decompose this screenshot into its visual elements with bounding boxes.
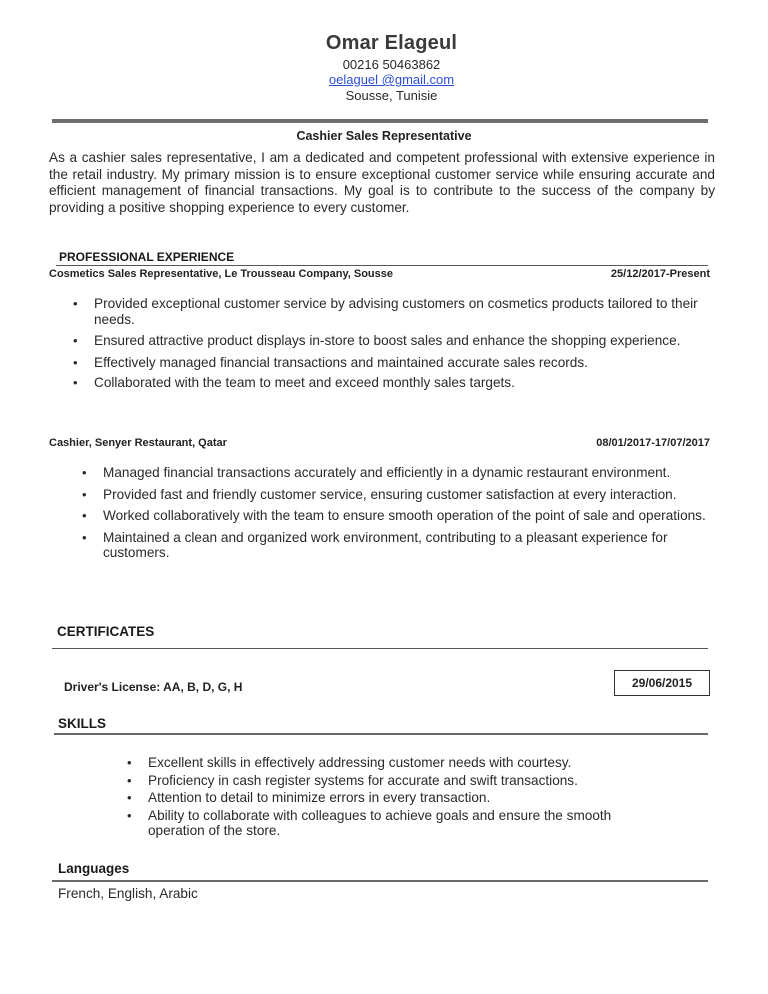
bullet-icon: •: [82, 529, 87, 545]
summary-text: As a cashier sales representative, I am a dedicated and competent professional with extensive experience in the retail industry. My primary mission is to ensure exceptional customer service while ensuring accurate and efficient management of financial transactions. My goal is to contribute to the success of the company by providing a positive shopping experience to every customer.: [49, 150, 715, 215]
bullet-icon: •: [82, 508, 87, 523]
bullet-icon: •: [73, 354, 78, 370]
summary-title: Cashier Sales Representative: [296, 129, 472, 143]
job-2-bullets: [82, 465, 718, 561]
bullet-icon: •: [127, 755, 132, 770]
list-item: • Maintained a clean and organized work environment, contributing to a pleasant experience for customers.: [82, 529, 668, 560]
job-dates: 08/01/2017-17/07/2017: [596, 437, 710, 449]
bullet-icon: •: [73, 296, 78, 311]
skills-section-title: SKILLS: [58, 716, 107, 731]
skills-list: [127, 755, 628, 839]
bullet-icon: •: [127, 807, 132, 823]
experience-divider: [56, 265, 708, 266]
bullet-icon: •: [82, 486, 87, 502]
list-item: • Managed financial transactions accurately and efficiently in a dynamic restaurant environment.: [82, 465, 671, 480]
list-item: • Worked collaboratively with the team to ensure smooth operation of the point of sale and operations.: [82, 508, 706, 523]
languages-divider: [52, 880, 708, 882]
list-item: • Ability to collaborate with colleagues to achieve goals and ensure the smooth operation of the store.: [127, 807, 612, 838]
list-item: • Collaborated with the team to meet and exceed monthly sales targets.: [73, 375, 515, 390]
certificates-section-title: CERTIFICATES: [57, 624, 155, 639]
list-item: • Effectively managed financial transactions and maintained accurate sales records.: [73, 354, 588, 370]
list-item: • Ensured attractive product displays in-store to boost sales and enhance the shopping experience.: [73, 333, 681, 348]
phone-number: 00216 50463862: [342, 57, 441, 72]
certificate-name: Driver's License: AA, B, D, G, H: [64, 680, 243, 694]
job-title: Cashier, Senyer Restaurant, Qatar: [49, 437, 227, 449]
skills-divider: [54, 733, 708, 735]
certificates-divider: [52, 648, 708, 649]
email-link[interactable]: oelaguel @gmail.com: [328, 72, 455, 87]
list-item: • Excellent skills in effectively addressing customer needs with courtesy.: [127, 755, 572, 770]
bullet-icon: •: [127, 772, 132, 788]
header-divider: [52, 119, 708, 123]
languages-list: French, English, Arabic: [58, 886, 198, 901]
bullet-icon: •: [127, 790, 132, 805]
certificate-date: 29/06/2015: [614, 670, 710, 696]
list-item: • Proficiency in cash register systems for accurate and swift transactions.: [127, 772, 578, 788]
experience-section-title: PROFESSIONAL EXPERIENCE: [59, 250, 235, 264]
job-title: Cosmetics Sales Representative, Le Trousseau Company, Sousse: [49, 268, 393, 280]
location: Sousse, Tunisie: [345, 88, 438, 103]
list-item: • Provided fast and friendly customer service, ensuring customer satisfaction at every interaction.: [82, 486, 677, 502]
bullet-icon: •: [73, 375, 78, 390]
languages-section-title: Languages: [58, 861, 130, 876]
list-item: • Attention to detail to minimize errors in every transaction.: [127, 790, 491, 805]
job-1-bullets: [73, 296, 724, 391]
bullet-icon: •: [82, 465, 87, 480]
job-dates: 25/12/2017-Present: [610, 268, 710, 280]
candidate-name: Omar Elageul: [325, 32, 458, 54]
list-item: • Provided exceptional customer service by advising customers on cosmetics products tailored to their needs.: [73, 296, 698, 327]
bullet-icon: •: [73, 333, 78, 348]
